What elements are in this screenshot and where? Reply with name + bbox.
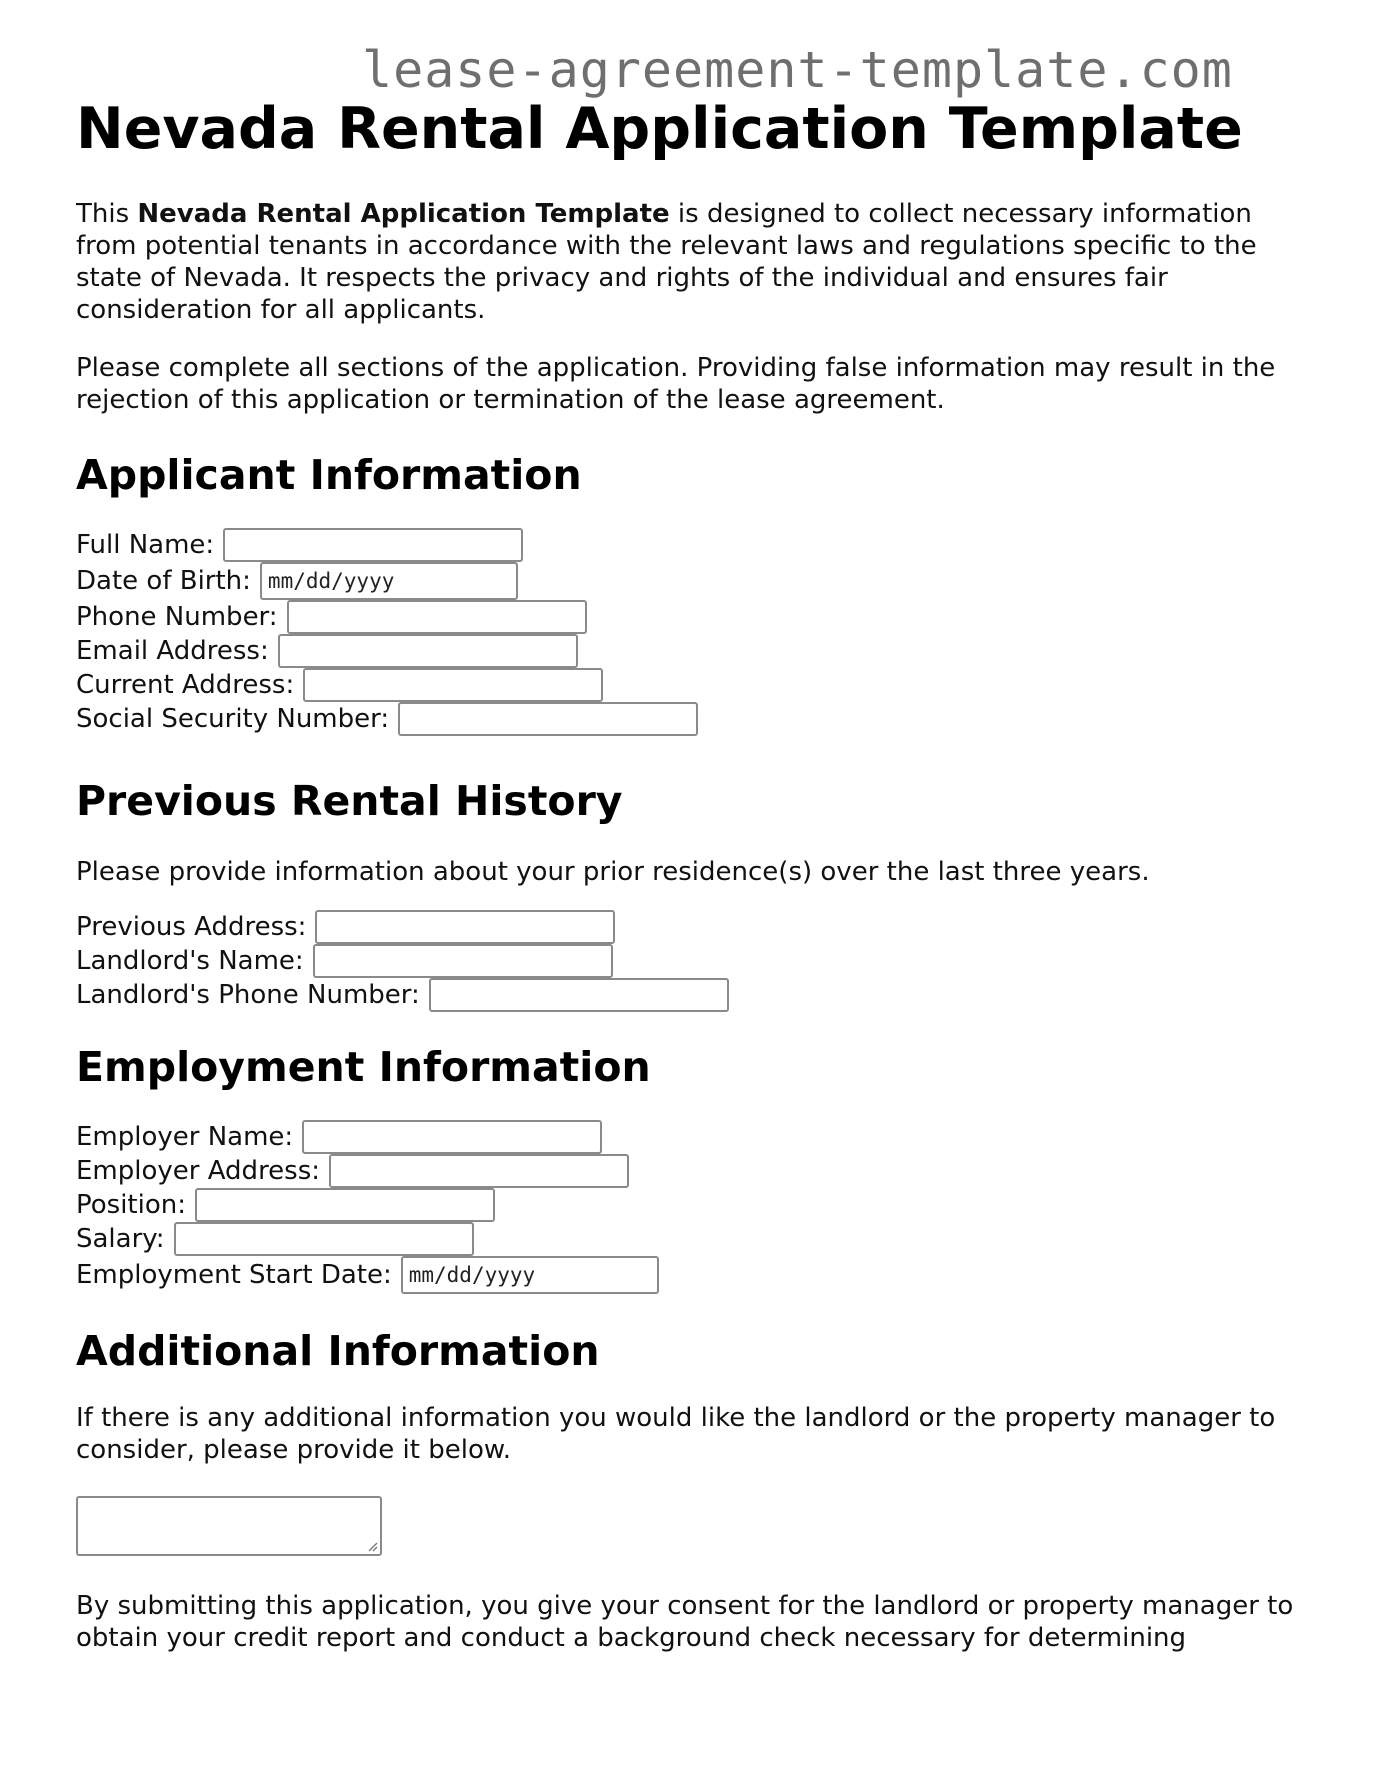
position-input[interactable] bbox=[195, 1188, 495, 1222]
employer-name-row bbox=[76, 1120, 1306, 1154]
rental-form bbox=[76, 910, 1306, 1012]
additional-heading: Additional Information bbox=[76, 1327, 600, 1375]
landlord-phone-row bbox=[76, 978, 1306, 1012]
additional-info-textarea[interactable] bbox=[76, 1496, 382, 1556]
start-date-label: Employment Start Date: bbox=[76, 1260, 392, 1290]
rental-heading: Previous Rental History bbox=[76, 777, 623, 825]
previous-address-label: Previous Address: bbox=[76, 912, 307, 942]
landlord-phone-label: Landlord's Phone Number: bbox=[76, 980, 420, 1010]
start-date-input[interactable]: mm/dd/yyyy bbox=[401, 1256, 659, 1294]
full-name-label: Full Name: bbox=[76, 530, 215, 560]
current-address-row bbox=[76, 668, 1306, 702]
dob-input[interactable]: mm/dd/yyyy bbox=[260, 562, 518, 600]
employer-name-label: Employer Name: bbox=[76, 1122, 294, 1152]
document-body bbox=[76, 94, 1306, 1654]
applicant-heading: Applicant Information bbox=[76, 451, 582, 499]
current-address-label: Current Address: bbox=[76, 670, 295, 700]
employer-address-label: Employer Address: bbox=[76, 1156, 321, 1186]
email-row bbox=[76, 634, 1306, 668]
employment-heading: Employment Information bbox=[76, 1043, 651, 1091]
employer-address-input[interactable] bbox=[329, 1154, 629, 1188]
ssn-label: Social Security Number: bbox=[76, 704, 390, 734]
current-address-input[interactable] bbox=[303, 668, 603, 702]
position-label: Position: bbox=[76, 1190, 186, 1220]
phone-input[interactable] bbox=[287, 600, 587, 634]
landlord-name-row bbox=[76, 944, 1306, 978]
start-date-row bbox=[76, 1256, 1306, 1294]
intro-lead: This bbox=[76, 199, 138, 229]
dob-label: Date of Birth: bbox=[76, 566, 251, 596]
additional-description: If there is any additional information you would like the landlord or the property manager to consider, please provide it below. bbox=[76, 1403, 1276, 1465]
watermark: lease-agreement-template.com bbox=[362, 41, 1233, 99]
employer-name-input[interactable] bbox=[302, 1120, 602, 1154]
intro-bold-title: Nevada Rental Application Template bbox=[137, 199, 670, 229]
full-name-row bbox=[76, 528, 1306, 562]
landlord-phone-input[interactable] bbox=[429, 978, 729, 1012]
salary-label: Salary: bbox=[76, 1224, 165, 1254]
applicant-form bbox=[76, 528, 1306, 736]
position-row bbox=[76, 1188, 1306, 1222]
landlord-name-input[interactable] bbox=[313, 944, 613, 978]
rental-description: Please provide information about your prior residence(s) over the last three years. bbox=[76, 857, 1150, 887]
ssn-input[interactable] bbox=[398, 702, 698, 736]
intro-paragraph bbox=[76, 198, 1306, 326]
employer-address-row bbox=[76, 1154, 1306, 1188]
resize-grip-icon[interactable] bbox=[366, 1540, 378, 1552]
intro-rest: is designed to collect necessary information from potential tenants in accordance with the relevant laws and regulations specific to the state of Nevada. It respects the privacy and rights of the individual and ensures fair consideration for all applicants. bbox=[76, 199, 1257, 325]
landlord-name-label: Landlord's Name: bbox=[76, 946, 304, 976]
dob-row bbox=[76, 562, 1306, 600]
previous-address-row bbox=[76, 910, 1306, 944]
previous-address-input[interactable] bbox=[315, 910, 615, 944]
email-label: Email Address: bbox=[76, 636, 269, 666]
ssn-row bbox=[76, 702, 1306, 736]
phone-row bbox=[76, 600, 1306, 634]
email-input[interactable] bbox=[278, 634, 578, 668]
salary-input[interactable] bbox=[174, 1222, 474, 1256]
instructions-paragraph: Please complete all sections of the application. Providing false information may result in the rejection of this application or termination of the lease agreement. bbox=[76, 353, 1276, 415]
employment-form bbox=[76, 1120, 1306, 1294]
full-name-input[interactable] bbox=[223, 528, 523, 562]
phone-label: Phone Number: bbox=[76, 602, 278, 632]
salary-row bbox=[76, 1222, 1306, 1256]
page-title: Nevada Rental Application Template bbox=[76, 96, 1243, 162]
consent-paragraph: By submitting this application, you give your consent for the landlord or property manager to obtain your credit report and conduct a background check necessary for determining bbox=[76, 1591, 1294, 1653]
